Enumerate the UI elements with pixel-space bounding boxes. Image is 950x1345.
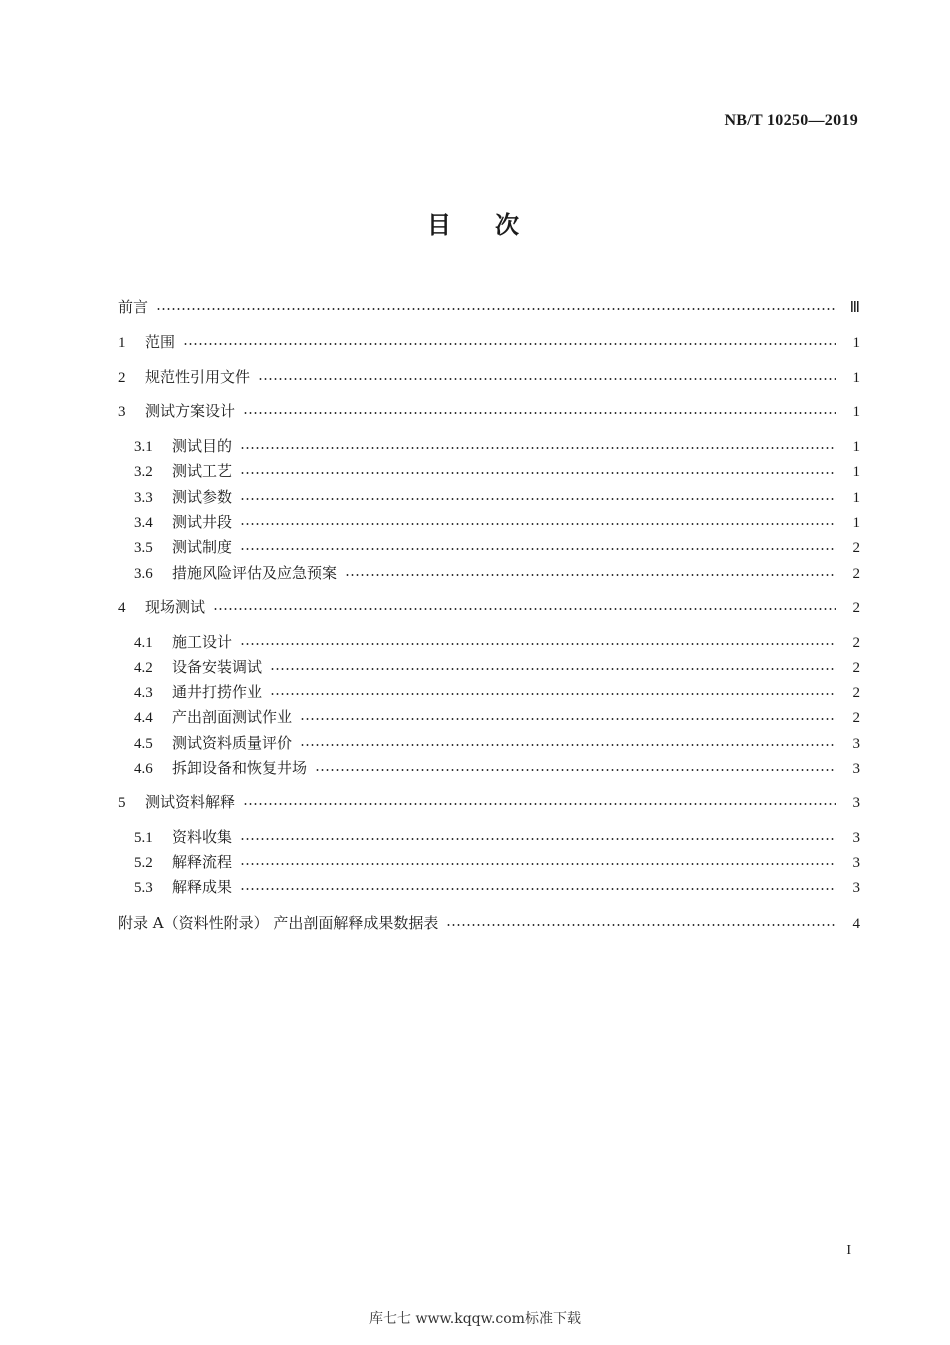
toc-dot-leader — [300, 744, 836, 746]
toc-dot-leader — [345, 574, 836, 576]
toc-entry[interactable] — [134, 706, 860, 728]
toc-entry-page: 1 — [852, 439, 860, 455]
toc-entry-page: 1 — [852, 464, 860, 480]
toc-entry-label: 测试参数 — [172, 488, 233, 506]
standard-code: NB/T 10250—2019 — [724, 112, 858, 129]
toc-entry-page: 3 — [852, 880, 860, 896]
toc-entry-page: 1 — [852, 335, 860, 351]
toc-entry-number: 3.4 — [134, 515, 153, 531]
toc-entry-page: 1 — [852, 370, 860, 386]
toc-dot-leader — [240, 643, 836, 645]
toc-entry-number: 4.1 — [134, 635, 153, 651]
toc-entry-label: 设备安装调试 — [172, 658, 263, 676]
page-title: 目次 — [427, 211, 563, 239]
toc-entry-label: 测试资料解释 — [145, 793, 236, 811]
toc-entry[interactable] — [118, 596, 860, 618]
toc-entry[interactable] — [134, 536, 860, 558]
toc-entry-page: 1 — [852, 515, 860, 531]
toc-entry-label: 测试方案设计 — [145, 402, 236, 420]
toc-dot-leader — [213, 608, 836, 610]
toc-entry-number: 4.3 — [134, 685, 153, 701]
toc-entry-number: 2 — [118, 370, 126, 386]
toc-entry[interactable] — [134, 511, 860, 533]
toc-dot-leader — [258, 378, 836, 380]
toc-entry-label: 规范性引用文件 — [145, 368, 251, 386]
toc-dot-leader — [240, 838, 836, 840]
toc-entry-label: 措施风险评估及应急预案 — [172, 564, 338, 582]
toc-dot-leader — [240, 498, 836, 500]
toc-dot-leader — [446, 924, 836, 926]
toc-dot-leader — [243, 412, 836, 414]
toc-entry-label: 测试目的 — [172, 437, 233, 455]
toc-entry-number: 3.3 — [134, 490, 153, 506]
toc-entry-label: 前言 — [118, 298, 149, 316]
toc-dot-leader — [240, 523, 836, 525]
toc-entry[interactable] — [134, 435, 860, 457]
toc-dot-leader — [183, 343, 836, 345]
toc-entry-page: 2 — [852, 710, 860, 726]
toc-entry-number: 4.2 — [134, 660, 153, 676]
toc-entry[interactable] — [118, 331, 860, 353]
toc-entry-label: 解释成果 — [172, 878, 233, 896]
toc-entry-number: 5.2 — [134, 855, 153, 871]
toc-entry-page: 4 — [852, 916, 860, 932]
toc-entry-number: 4.6 — [134, 761, 153, 777]
toc-dot-leader — [300, 718, 836, 720]
footer-watermark: 库七七 www.kqqw.com标准下载 — [369, 1311, 581, 1327]
toc-dot-leader — [270, 693, 836, 695]
toc-entry-number: 3.6 — [134, 566, 153, 582]
toc-entry[interactable] — [118, 400, 860, 422]
toc-dot-leader — [240, 548, 836, 550]
toc-entry-label: 测试资料质量评价 — [172, 734, 293, 752]
toc-entry[interactable] — [134, 732, 860, 754]
toc-entry[interactable] — [118, 366, 860, 388]
toc-entry-page: 1 — [852, 490, 860, 506]
toc-entry-label: 解释流程 — [172, 853, 233, 871]
toc-entry-number: 5.1 — [134, 830, 153, 846]
toc-entry-number: 4.5 — [134, 736, 153, 752]
toc-entry[interactable] — [134, 757, 860, 779]
toc-entry[interactable] — [134, 486, 860, 508]
toc-entry-number: 1 — [118, 335, 126, 351]
toc-entry[interactable] — [134, 562, 860, 584]
toc-dot-leader — [240, 472, 836, 474]
toc-dot-leader — [315, 769, 836, 771]
toc-entry-number: 3.1 — [134, 439, 153, 455]
toc-entry-page: 2 — [852, 540, 860, 556]
toc-entry-label: 附录 A（资料性附录） 产出剖面解释成果数据表 — [118, 914, 439, 932]
toc-entry-number: 3 — [118, 404, 126, 420]
toc-entry[interactable] — [134, 681, 860, 703]
toc-entry-page: Ⅲ — [849, 300, 860, 316]
toc-entry-label: 范围 — [145, 333, 176, 351]
toc-entry-page: 3 — [852, 736, 860, 752]
toc-entry-label: 通井打捞作业 — [172, 683, 263, 701]
toc-entry-page: 2 — [852, 566, 860, 582]
toc-entry[interactable] — [118, 912, 860, 934]
toc-entry-page: 2 — [852, 635, 860, 651]
toc-dot-leader — [156, 308, 836, 310]
toc-entry-number: 3.5 — [134, 540, 153, 556]
toc-entry-label: 拆卸设备和恢复井场 — [172, 759, 308, 777]
toc-entry-page: 3 — [852, 795, 860, 811]
toc-dot-leader — [243, 803, 836, 805]
toc-entry-page: 3 — [852, 855, 860, 871]
toc-entry-label: 测试工艺 — [172, 462, 233, 480]
toc-dot-leader — [240, 888, 836, 890]
toc-entry-label: 现场测试 — [145, 598, 206, 616]
toc-dot-leader — [270, 668, 836, 670]
toc-entry-label: 施工设计 — [172, 633, 233, 651]
toc-entry-page: 2 — [852, 600, 860, 616]
toc-entry-page: 3 — [852, 830, 860, 846]
toc-entry-label: 产出剖面测试作业 — [172, 708, 293, 726]
toc-dot-leader — [240, 863, 836, 865]
toc-entry-page: 3 — [852, 761, 860, 777]
toc-entry-page: 2 — [852, 685, 860, 701]
toc-entry[interactable] — [134, 460, 860, 482]
toc-entry-number: 4.4 — [134, 710, 153, 726]
toc-dot-leader — [240, 447, 836, 449]
toc-entry[interactable] — [134, 631, 860, 653]
toc-entry-label: 测试井段 — [172, 513, 233, 531]
toc-entry-label: 测试制度 — [172, 538, 233, 556]
toc-entry-page: 2 — [852, 660, 860, 676]
toc-entry-number: 4 — [118, 600, 126, 616]
toc-entry[interactable] — [134, 851, 860, 873]
toc-entry-number: 5 — [118, 795, 126, 811]
toc-entry[interactable] — [134, 656, 860, 678]
toc-entry-page: 1 — [852, 404, 860, 420]
toc-entry-number: 5.3 — [134, 880, 153, 896]
toc-entry-number: 3.2 — [134, 464, 153, 480]
toc-entry[interactable] — [134, 876, 860, 898]
toc-entry[interactable] — [118, 791, 860, 813]
toc-entry-label: 资料收集 — [172, 828, 233, 846]
page-number: I — [846, 1243, 851, 1258]
toc-entry[interactable] — [134, 826, 860, 848]
toc-entry[interactable] — [118, 296, 860, 318]
